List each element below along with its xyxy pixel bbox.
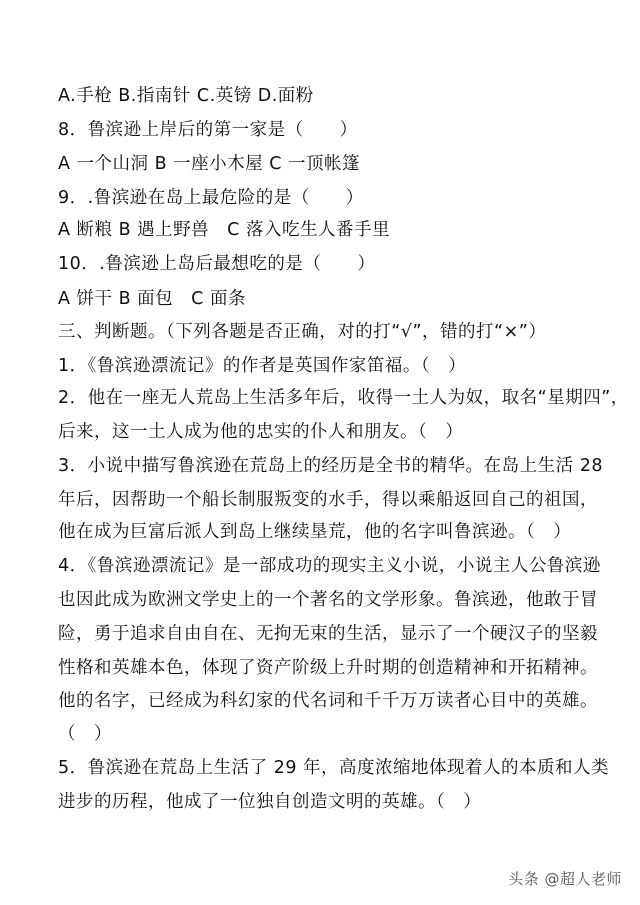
judgment-2-line-1: 2．他在一座无人荒岛上生活多年后，收得一土人为奴，取名“星期四”， [58,388,629,408]
judgment-4-line-3: 险，勇于追求自由自在、无拘无束的生活，显示了一个硬汉子的坚毅 [58,624,598,644]
judgment-2-line-2: 后来，这一土人成为他的忠实的仆人和朋友。（ ） [58,422,464,442]
option-line-q8: A 一个山洞 B 一座小木屋 C 一顶帐篷 [58,154,361,174]
option-line-q10: A 饼干 B 面包 C 面条 [58,289,246,309]
judgment-3-line-3: 他在成为巨富后派人到岛上继续垦荒，他的名字叫鲁滨逊。（ ） [58,522,572,542]
option-line-q9: A 断粮 B 遇上野兽 C 落入吃生人番手里 [58,220,390,240]
judgment-1: 1．《鲁滨逊漂流记》的作者是英国作家笛福。（ ） [58,356,467,376]
judgment-4-line-4: 性格和英雄本色，体现了资产阶级上升时期的创造精神和开拓精神。 [58,658,598,678]
judgment-4-line-1: 4．《鲁滨逊漂流记》是一部成功的现实主义小说，小说主人公鲁滨逊 [58,556,601,576]
watermark-label: 头条 @超人老师 [508,870,622,888]
question-10: 10．.鲁滨逊上岛后最想吃的是（ ） [58,254,376,274]
question-9: 9．.鲁滨逊在岛上最危险的是（ ） [58,188,364,208]
question-8: 8．鲁滨逊上岸后的第一家是（ ） [58,120,358,140]
section-heading-judgment: 三、判断题。（下列各题是否正确，对的打“√”，错的打“×”） [58,322,547,342]
judgment-3-line-1: 3．小说中描写鲁滨逊在荒岛上的经历是全书的精华。在岛上生活 28 [58,456,603,476]
option-line-q7: A.手枪 B.指南针 C.英镑 D.面粉 [58,86,314,106]
judgment-4-line-5: 他的名字，已经成为科幻家的代名词和千千万万读者心目中的英雄。 [58,691,598,711]
judgment-4-line-2: 也因此成为欧洲文学史上的一个著名的文学形象。鲁滨逊，他敢于冒 [58,590,598,610]
judgment-5-line-2: 进步的历程，他成了一位独自创造文明的英雄。（ ） [58,792,482,812]
judgment-3-line-2: 年后，因帮助一个船长制服叛变的水手，得以乘船返回自己的祖国， [58,490,598,510]
judgment-5-line-1: 5．鲁滨逊在荒岛上生活了 29 年，高度浓缩地体现着人的本质和人类 [58,758,610,778]
judgment-4-answer-brackets: （ ） [58,724,112,744]
